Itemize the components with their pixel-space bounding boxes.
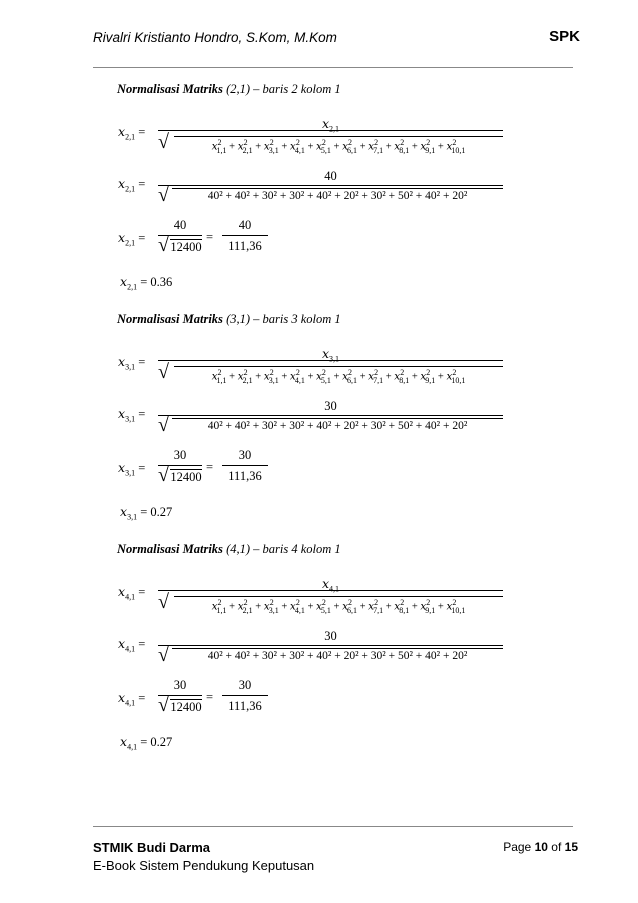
numerator: 30 [238,448,252,462]
result-line: $x_{4,1} = 0.27$ [120,734,173,752]
footer-rule [93,826,573,827]
page-number: 10 [534,840,548,854]
result-value: 0.36 [150,275,173,289]
root-value: 111,36 [228,239,262,253]
result-line: $x_{2,1} = 0.36$ [120,274,173,292]
result-value: 0.27 [150,505,173,519]
footer-org: STMIK Budi Darma [93,840,211,855]
numerator: 40 [324,169,337,183]
section-subtitle: (2,1) – baris 2 kolom 1 [226,82,341,96]
numerator: 30 [324,629,337,643]
squares-sum: 40² + 40² + 30² + 30² + 40² + 20² + 30² + 50² + 40² + 20² [172,418,503,432]
numerator: 30 [324,399,337,413]
sum-value: 12400 [170,700,202,714]
result-line: $x_{3,1} = 0.27$ [120,504,173,522]
section-title-text: Normalisasi Matriks [117,82,223,96]
root-value: 111,36 [228,469,262,483]
numerator: 30 [173,448,187,462]
footer-page [503,840,578,854]
total-pages: 15 [564,840,578,854]
root-value: 111,36 [228,699,262,713]
sum-value: 12400 [170,470,202,484]
sum-value: 12400 [170,240,202,254]
squares-sum: 40² + 40² + 30² + 30² + 40² + 20² + 30² + 50² + 40² + 20² [172,648,503,662]
section-title [117,82,341,97]
header-code: SPK [549,28,580,45]
footer-book: E-Book Sistem Pendukung Keputusan [93,858,315,873]
header-rule [93,67,573,68]
numerator: 40 [173,218,187,232]
section-title-text: Normalisasi Matriks [117,312,223,326]
result-value: 0.27 [150,735,173,749]
section-title-text: Normalisasi Matriks [117,542,223,556]
section-title [117,312,341,327]
numerator: 30 [173,678,187,692]
squares-sum: 40² + 40² + 30² + 30² + 40² + 20² + 30² + 50² + 40² + 20² [172,188,503,202]
numerator: 30 [238,678,252,692]
section-title [117,542,341,557]
numerator: 40 [238,218,252,232]
header-author: Rivalri Kristianto Hondro, S.Kom, M.Kom [93,30,337,45]
of-label: of [551,840,562,854]
page-label: Page [503,840,532,854]
section-subtitle: (4,1) – baris 4 kolom 1 [226,542,341,556]
section-subtitle: (3,1) – baris 3 kolom 1 [226,312,341,326]
